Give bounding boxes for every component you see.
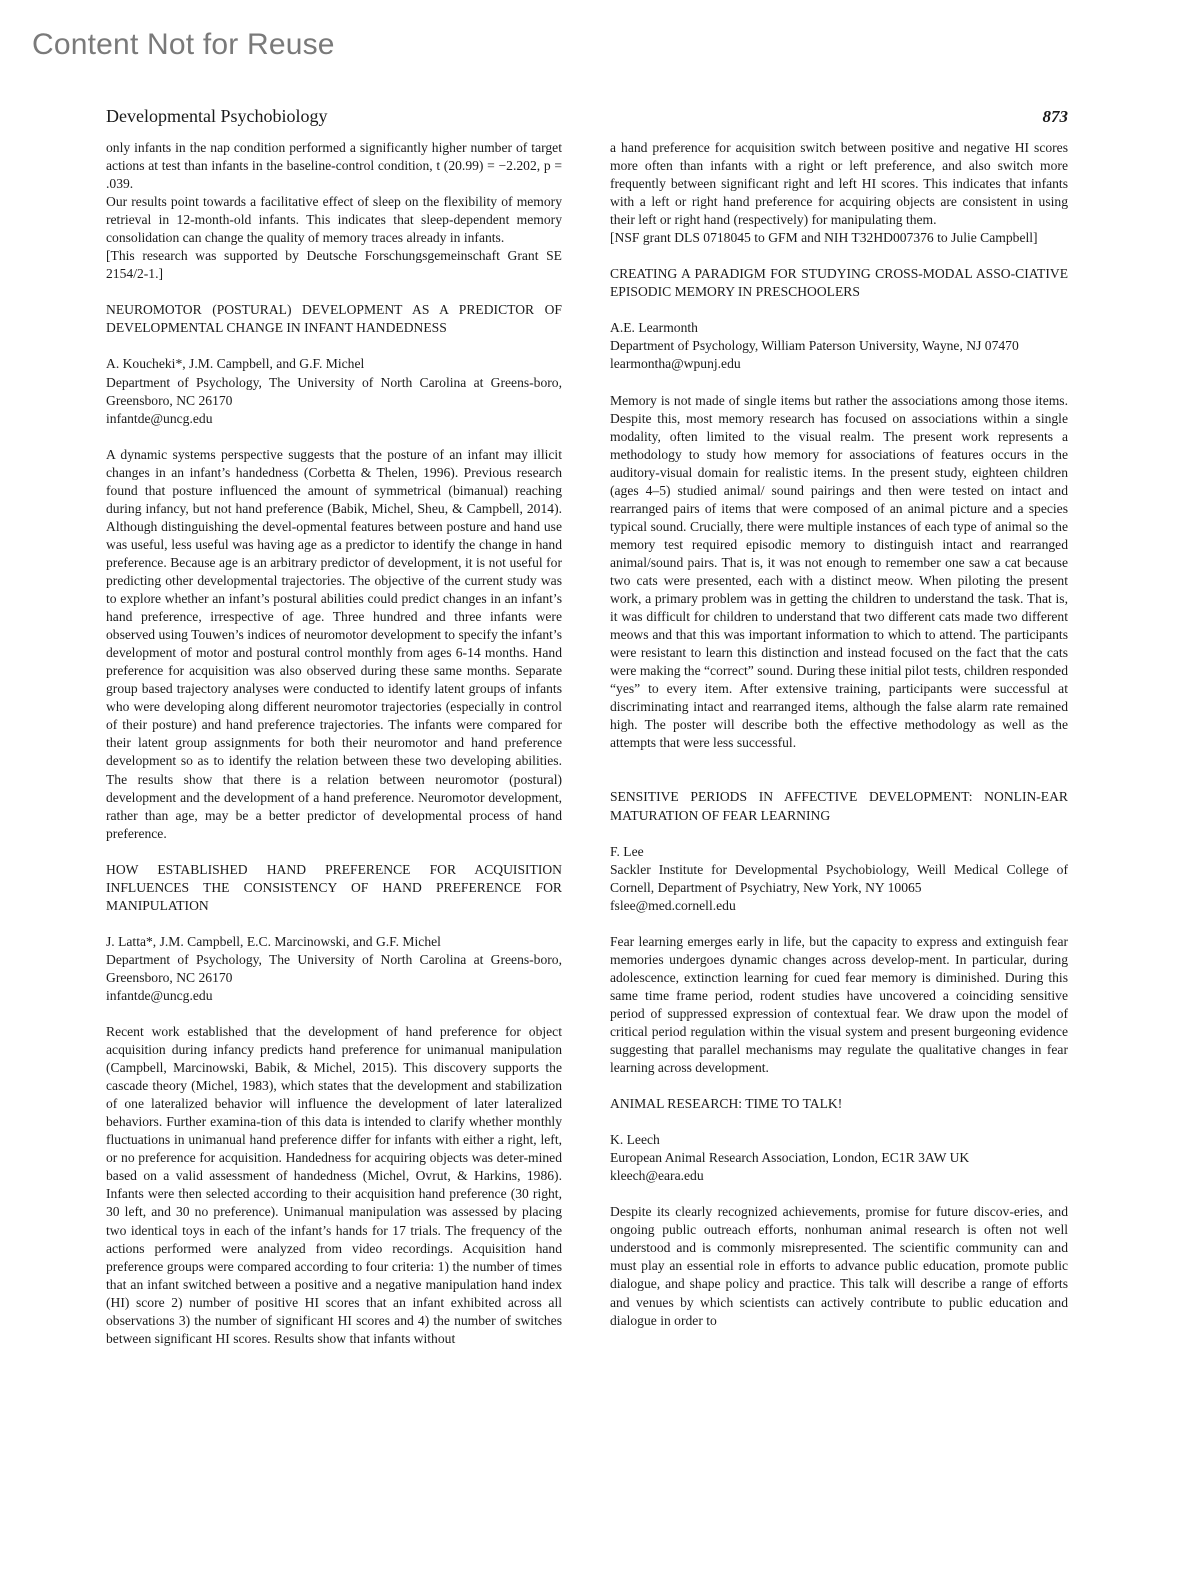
article-abstract: Recent work established that the development of hand preference for object acquisition during infancy predicts hand preference for unimanual manipulation (Campbell, Marcinowski, Babik, & Michel, 2015). This discovery supports the cascade theory (Michel, 1983), which states that the development and stabilization of one lateralized behavior will influence the development of later lateralized behaviors. Further examina-tion of this data is intended to clarify whether monthly fluctuations in unimanual hand preference differ for infants with either a right, left, or no preference for acquisition. Handedness for acquiring objects was deter-mined based on a valid assessment of handedness (Michel, Ovrut, & Harkins, 1986). Infants were then selected according to their acquisition hand preference (30 right, 30 left, and 30 no preference). Unimanual manipulation was assessed by placing two identical toys in each of the infant’s hands for 17 trials. The frequency of the actions performed were analyzed from video recordings. Acquisition hand preference groups were compared according to four criteria: 1) the number of times that an infant switched between a positive and a negative manipulation hand index (HI) score 2) number of positive HI scores that an infant exhibited across all observations 3) the number of significant HI scores and 4) the number of switches between significant HI scores. Results show that infants without [106,1024,562,1346]
article-title: SENSITIVE PERIODS IN AFFECTIVE DEVELOPMENT: NONLIN-EAR MATURATION OF FEAR LEARNING [610,789,1068,823]
article-abstract: Despite its clearly recognized achievements, promise for future discov-eries, and ongoing public outreach efforts, nonhuman animal research is often not well understood and is commonly misrepresented. The scientific community can and must play an essential role in efforts to advance public education, promote public dialogue, and shape policy and practice. This talk will describe a range of efforts and venues by which scientists can actively contribute to public education and dialogue in order to [610,1204,1068,1328]
article-animal-research [610,1095,1068,1330]
article-affiliation: Sackler Institute for Developmental Psychobiology, Weill Medical College of Cornell, Department of Psychiatry, New York, NY 10065 [610,861,1068,895]
article-neuromotor [106,301,562,842]
continuation-paragraph: Our results point towards a facilitative effect of sleep on the flexibility of memory retrieval in 12-month-old infants. This indicates that sleep-dependent memory consolidation can change the quality of memory traces already in infants. [106,194,562,246]
article-authors: F. Lee [610,843,644,859]
article-cross-modal-memory [610,265,1068,752]
article-email: fslee@med.cornell.edu [610,897,736,913]
article-abstract: A dynamic systems perspective suggests that the posture of an infant may illicit changes in an infant’s handedness (Corbetta & Thelen, 1996). Previous research found that posture influenced the amount of symmetrical (bimanual) reaching during infancy, but not hand preference (Babik, Michel, Sheu, & Campbell, 2014). Although distinguishing the devel-opmental features between posture and hand use was useful, less useful was having age as a predictor to identify the change in hand preference. Because age is an arbitrary predictor of development, it is not useful for predicting other developmental trajectories. The objective of the current study was to explore whether an infant’s postural abilities could predict changes in an infant’s hand preference, irrespective of age. Three hundred and three infants were observed using Touwen’s indices of neuromotor development to specify the infant’s development of motor and postural control monthly from ages 6-14 months. Hand preference for acquisition was also observed during these same months. Separate group based trajectory analyses were conducted to identify latent groups of infants who were developing along different neuromotor trajectories (especially in control of their posture) and hand preference trajectories. The infants were compared for their latent group assignments for both their neuromotor and hand preference development so as to identify the relation between these two developing abilities. The results show that there is a relation between neuromotor (postural) development and the development of a hand preference. Neuromotor development, rather than age, may be a better predictor of developmental process of hand preference. [106,446,562,841]
article-authors: A. Koucheki*, J.M. Campbell, and G.F. Michel [106,356,365,372]
article-email: kleech@eara.edu [610,1168,704,1184]
article-affiliation: European Animal Research Association, London, EC1R 3AW UK [610,1150,970,1166]
article-affiliation: Department of Psychology, The University of North Carolina at Greens-boro, Greensboro, NC 26170 [106,374,562,408]
funding-note: [NSF grant DLS 0718045 to GFM and NIH T32HD007376 to Julie Campbell] [610,230,1038,246]
page-number: 873 [1042,107,1068,126]
continuation-paragraph: only infants in the nap condition performed a significantly higher number of target actions at test than infants in the baseline-control condition, t (20.99) = −2.202, p = .039. [106,140,562,192]
left-column [106,139,562,1348]
article-fear-learning [610,788,1068,1077]
article-abstract: Fear learning emerges early in life, but the capacity to express and extinguish fear memories undergoes dynamic changes across develop-ment. In particular, during adolescence, extinction learning for cued fear memory is diminished. During this same time frame period, rodent studies have uncovered a coinciding sensitive period of suppressed expression of contextual fear. We draw upon the model of critical period regulation within the visual system and present burgeoning evidence suggesting that parallel mechanisms may regulate the qualitative changes in fear learning across development. [610,933,1068,1076]
continuation-paragraph: a hand preference for acquisition switch between positive and negative HI scores more often than infants with a right or left preference, and also switch more frequently between significant right and left HI scores. This indicates that infants with a left or right hand preference for acquiring objects are consistent in using their left or right hand (respectively) for manipulating them. [610,140,1068,228]
running-head [106,106,1068,127]
journal-title: Developmental Psychobiology [106,106,328,126]
article-email: learmontha@wpunj.edu [610,356,741,372]
article-title: HOW ESTABLISHED HAND PREFERENCE FOR ACQUISITION INFLUENCES THE CONSISTENCY OF HAND PREFERENCE FOR MANIPULATION [106,861,562,913]
article-title: CREATING A PARADIGM FOR STUDYING CROSS-MODAL ASSO-CIATIVE EPISODIC MEMORY IN PRESCHOOLERS [610,266,1068,300]
article-title: NEUROMOTOR (POSTURAL) DEVELOPMENT AS A PREDICTOR OF DEVELOPMENTAL CHANGE IN INFANT HANDEDNESS [106,302,562,336]
article-email: infantde@uncg.edu [106,987,213,1003]
watermark-text: Content Not for Reuse [32,28,335,61]
article-affiliation: Department of Psychology, The University of North Carolina at Greens-boro, Greensboro, NC 26170 [106,951,562,985]
article-affiliation: Department of Psychology, William Paterson University, Wayne, NJ 07470 [610,338,1019,354]
right-column [610,139,1068,1330]
article-authors: K. Leech [610,1132,660,1148]
article-authors: A.E. Learmonth [610,320,698,336]
article-authors: J. Latta*, J.M. Campbell, E.C. Marcinowski, and G.F. Michel [106,933,441,949]
article-email: infantde@uncg.edu [106,410,213,426]
funding-note: [This research was supported by Deutsche Forschungsgemeinschaft Grant SE 2154/2-1.] [106,248,562,282]
article-hand-preference [106,861,562,1348]
article-title: ANIMAL RESEARCH: TIME TO TALK! [610,1096,843,1112]
article-abstract: Memory is not made of single items but rather the associations among those items. Despite this, most memory research has focused on associations within a single modality, often limited to the visual realm. The present work represents a methodology to study how memory for associations of features occurs in the auditory-visual domain for realistic items. In the present study, eighteen children (ages 4–5) studied animal/ sound pairings and then were tested on intact and rearranged pairs of items that were composed of an animal picture and a species typical sound. Crucially, there were multiple instances of each type of animal so the memory test required episodic memory to distinguish intact and rearranged animal/sound pairs. That is, it was not enough to remember one saw a cat because two cats were presented, each with a distinct meow. When piloting the present work, a primary problem was in getting the children to understand the task. That is, it was difficult for children to understand that two different cats made two different meows and that this was important information to which to attend. The participants were resistant to learn this distinction and instead focused on the fact that the cats were making the “correct” sound. During these initial pilot tests, children responded “yes” to every item. After extensive training, participants were successful at discriminating intact and rearranged items, although the false alarm rate remained high. The poster will describe both the effective methodology as well as the attempts that were less successful. [610,392,1068,751]
